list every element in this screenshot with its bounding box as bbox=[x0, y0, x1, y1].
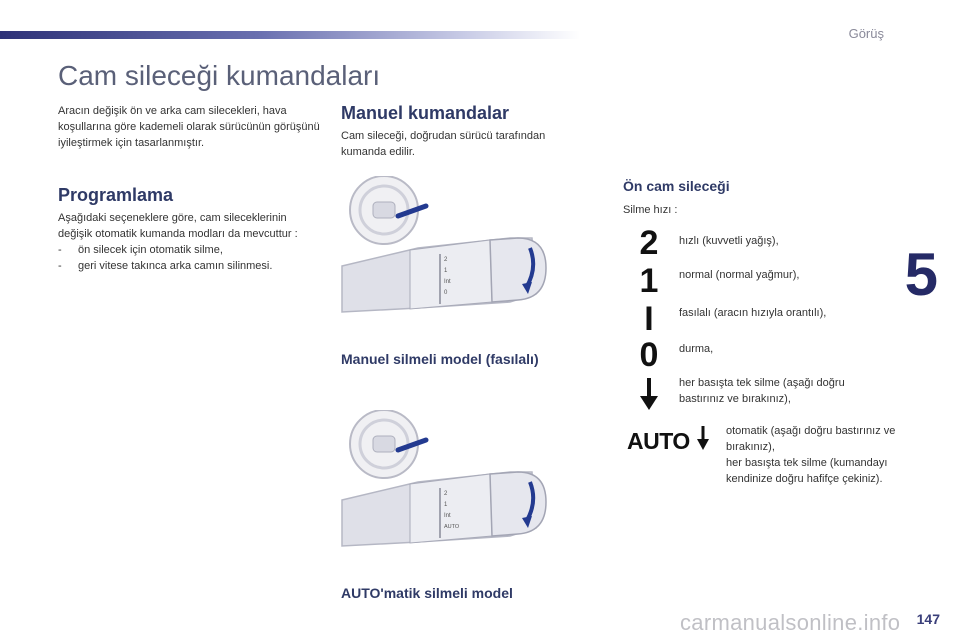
lever-label: 2 bbox=[444, 491, 448, 497]
lever-label: AUTO bbox=[444, 524, 460, 530]
programlama-list bbox=[58, 242, 320, 274]
speed-2-symbol: 2 bbox=[639, 224, 659, 262]
intro-text: Aracın değişik ön ve arka cam silecekleri, hava koşullarına göre kademeli olarak sürücünün görüşünü iyileştirmek için tasarlanmıştır. bbox=[58, 105, 320, 149]
auto-wiper-figure bbox=[340, 410, 562, 550]
lever-label: 2 bbox=[444, 257, 448, 263]
intermittent-text: fasılalı (aracın hızıyla orantılı), bbox=[679, 307, 827, 319]
lever-label: 0 bbox=[444, 290, 448, 296]
programlama-body bbox=[58, 210, 320, 274]
auto-text-2: her basışta tek silme (kumandayı kendinize doğru hafifçe çekiniz). bbox=[726, 457, 888, 485]
page-title: Cam sileceği kumandaları bbox=[58, 60, 381, 91]
chapter-number: 5 bbox=[904, 241, 938, 308]
watermark: carmanualsonline.info bbox=[680, 610, 901, 635]
auto-text-block bbox=[726, 423, 896, 487]
programlama-title: Programlama bbox=[58, 185, 174, 205]
speed-1-symbol: 1 bbox=[639, 262, 659, 300]
off-text: durma, bbox=[679, 343, 714, 355]
list-item: - ön silecek için otomatik silme, bbox=[58, 242, 320, 258]
manuel-text: Cam sileceği, doğrudan sürücü tarafından kumanda edilir. bbox=[341, 130, 546, 158]
programlama-text: Aşağıdaki seçeneklere göre, cam sileceklerinin değişik otomatik kumanda modları da mevcuttur : bbox=[58, 212, 298, 240]
on-cam-title: Ön cam sileceği bbox=[623, 178, 730, 194]
auto-text-1: otomatik (aşağı doğru bastırınız ve bırakınız), bbox=[726, 425, 896, 453]
lever-label: 1 bbox=[444, 268, 448, 274]
auto-down-arrow-icon bbox=[696, 426, 710, 452]
lever-label: Int bbox=[444, 513, 451, 519]
manuel-title: Manuel kumandalar bbox=[341, 103, 510, 123]
down-arrow-icon bbox=[639, 378, 659, 412]
list-item: - geri vitese takınca arka camın silinmesi. bbox=[58, 258, 320, 274]
manual-wiper-figure bbox=[340, 176, 562, 316]
page-number: 147 bbox=[916, 611, 940, 627]
header-bar bbox=[0, 31, 580, 39]
on-cam-subtitle: Silme hızı : bbox=[623, 204, 678, 216]
section-label: Görüş bbox=[848, 26, 884, 41]
lever-label: Int bbox=[444, 279, 451, 285]
single-wipe-text: her basışta tek silme (aşağı doğru bastırınız ve bırakınız), bbox=[679, 377, 845, 405]
speed-1-text: normal (normal yağmur), bbox=[679, 269, 800, 281]
auto-label: AUTO bbox=[627, 428, 690, 454]
speed-2-text: hızlı (kuvvetli yağış), bbox=[679, 235, 779, 247]
lever-label: 1 bbox=[444, 502, 448, 508]
intermittent-symbol: I bbox=[644, 300, 654, 338]
auto-caption: AUTO'matik silmeli model bbox=[341, 585, 513, 601]
off-symbol: 0 bbox=[639, 336, 659, 374]
manual-caption: Manuel silmeli model (fasılalı) bbox=[341, 351, 539, 367]
